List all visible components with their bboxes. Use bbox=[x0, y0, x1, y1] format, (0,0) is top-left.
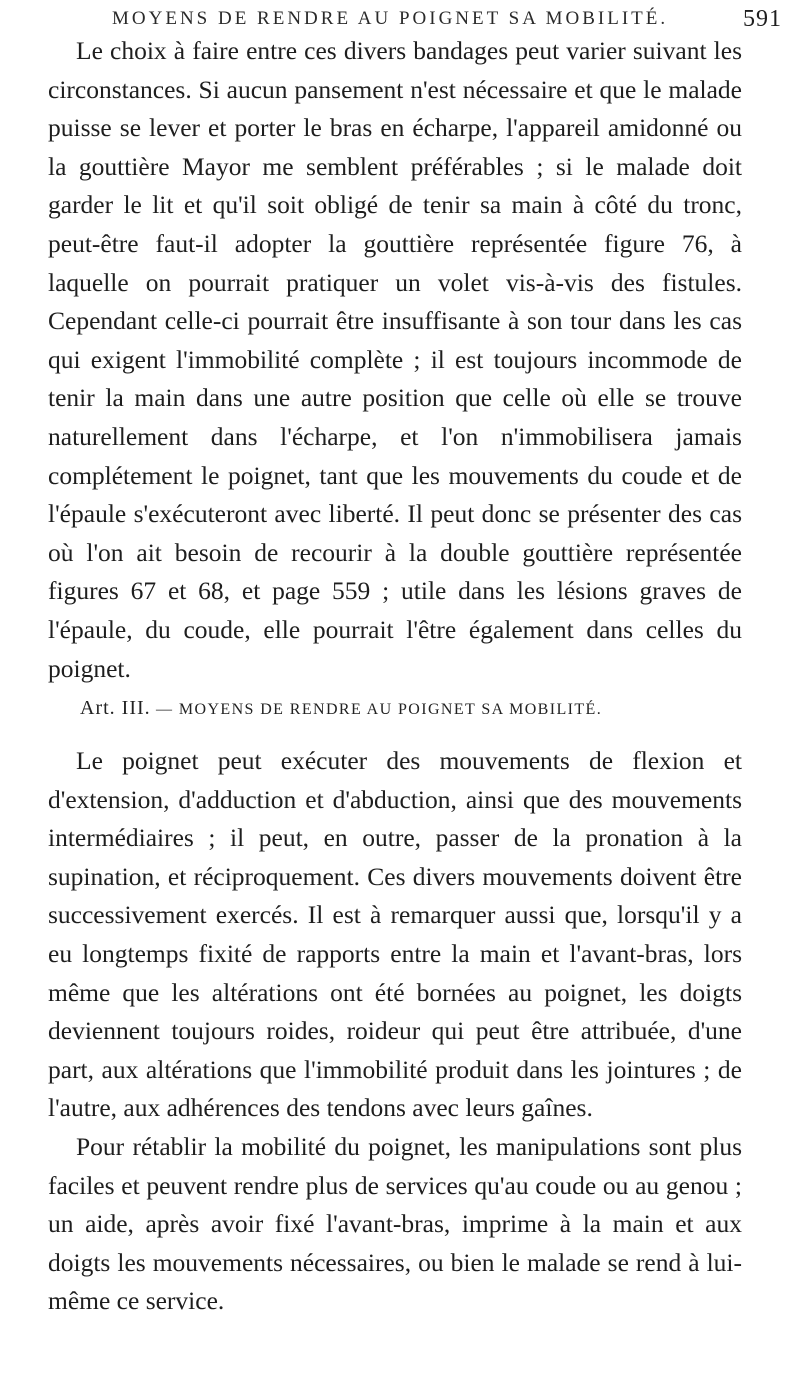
paragraph: Le choix à faire entre ces divers bandages peut varier suivant les circonstances. Si aucun pansement n'est nécessaire et que le malade puisse se lever et porter le bras en écharpe, l'appareil amidonné ou la gouttière Mayor me semblent préférables ; si le malade doit garder le lit et qu'il soit obligé de tenir sa main à côté du tronc, peut-être faut-il adopter la gouttière représentée figure 76, à laquelle on pourrait pratiquer un volet vis-à-vis des fistules. Cependant celle-ci pourrait être insuffisante à son tour dans les cas qui exigent l'immobilité complète ; il est toujours incommode de tenir la main dans une autre position que celle où elle se trouve naturellement dans l'écharpe, et l'on n'immobilisera jamais complétement le poignet, tant que les mouvements du coude et de l'épaule s'exécuteront avec liberté. Il peut donc se présenter des cas où l'on ait besoin de recourir à la double gouttière représentée figures 67 et 68, et page 559 ; utile dans les lésions graves de l'épaule, du coude, elle pourrait l'être également dans celles du poignet. bbox=[48, 36, 742, 683]
running-title: MOYENS DE RENDRE AU POIGNET SA MOBILITÉ. bbox=[112, 8, 669, 29]
page-number: 591 bbox=[743, 6, 782, 32]
text-block-bottom bbox=[48, 742, 742, 1321]
article-heading bbox=[80, 697, 780, 720]
article-label: Art. III. bbox=[80, 697, 151, 719]
text-block-top bbox=[48, 32, 742, 688]
article-dash: — bbox=[156, 701, 174, 718]
paragraph: Le poignet peut exécuter des mouvements de flexion et d'extension, d'adduction et d'abduction, ainsi que des mouvements intermédiaires ; il peut, en outre, passer de la pronation à la supination, et réciproquement. Ces divers mouvements doivent être successivement exercés. Il est à remarquer aussi que, lorsqu'il y a eu longtemps fixité de rapports entre la main et l'avant-bras, lors même que les altérations ont été bornées au poignet, les doigts deviennent toujours roides, roideur qui peut être attribuée, d'une part, aux altérations que l'immobilité produit dans les jointures ; de l'autre, aux adhérences des tendons avec leurs gaînes. bbox=[48, 746, 742, 1123]
paragraph: Pour rétablir la mobilité du poignet, les manipulations sont plus faciles et peuvent rendre plus de services qu'au coude ou au genou ; un aide, après avoir fixé l'avant-bras, imprime à la main et aux doigts les mouvements nécessaires, ou bien le malade se rend à lui-même ce service. bbox=[48, 1131, 742, 1316]
article-title: MOYENS DE RENDRE AU POIGNET SA MOBILITÉ. bbox=[178, 701, 603, 718]
